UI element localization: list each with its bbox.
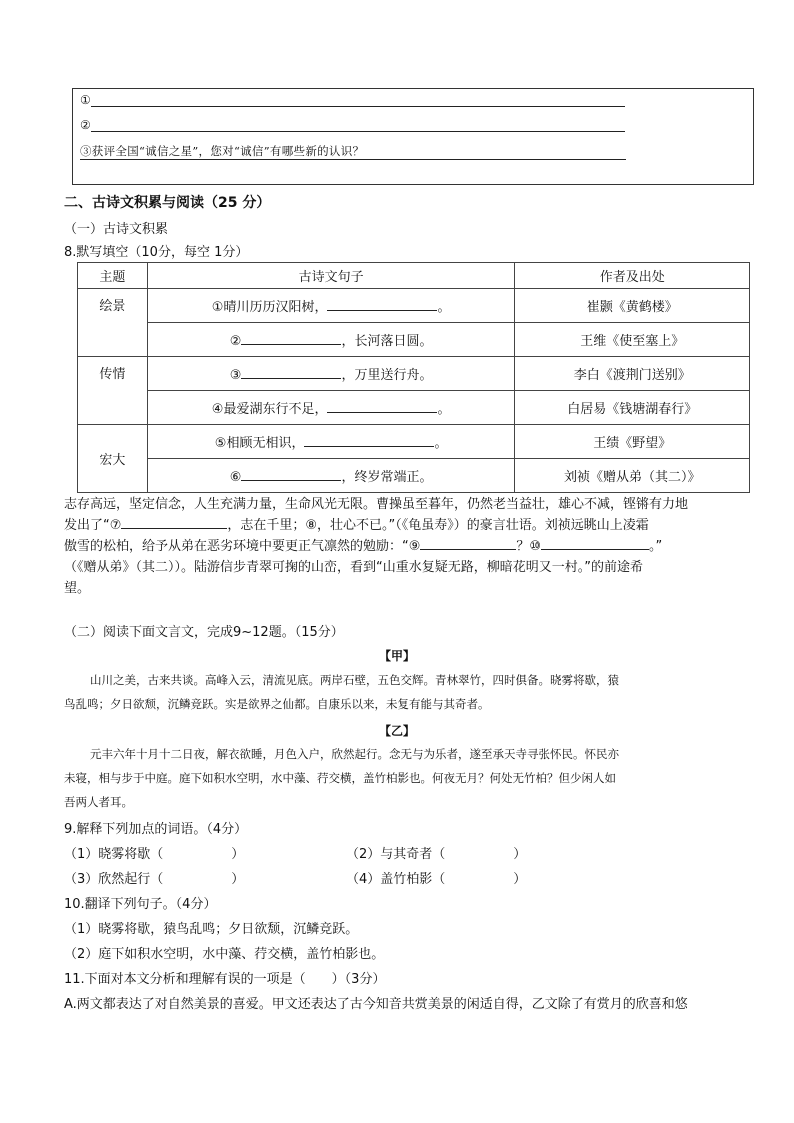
theme-cell: 宏大: [78, 425, 148, 493]
header-source: 作者及出处: [515, 263, 750, 289]
item-text: （2）与其奇者（: [346, 847, 446, 862]
sentence-text: ⑥: [229, 470, 242, 485]
item-text: （1）晓雾将歇（: [64, 847, 164, 862]
answer-line-1[interactable]: [80, 93, 625, 107]
fill-blank[interactable]: [241, 468, 341, 481]
sentence-cell: [147, 425, 515, 459]
fill-blank-9[interactable]: [420, 537, 516, 550]
question-8-title: 8.默写填空（10分，每空 1分）: [64, 245, 249, 260]
subsection-1-title: （一）古诗文积累: [64, 222, 169, 237]
sentence-cell: [147, 289, 515, 323]
sentence-cell: [147, 357, 515, 391]
answer-number: ①: [80, 93, 91, 107]
answer-blank[interactable]: [91, 119, 625, 132]
question-11-option-a[interactable]: A.两文都表达了对自然美景的喜爱。甲文还表达了古今知音共赏美景的闲适自得，乙文除了有赏月的欣喜和悠: [64, 997, 688, 1012]
sentence-text: ②: [229, 334, 242, 349]
item-text: （4）盖竹柏影（: [346, 872, 446, 887]
question-10-title: 10.翻译下列句子。（4分）: [64, 897, 217, 912]
paragraph-line: [64, 515, 736, 536]
answer-line-3[interactable]: [80, 143, 626, 160]
question-11-title: 11.下面对本文分析和理解有误的一项是（ ）（3分）: [64, 972, 386, 987]
paragraph-line: （《赠从弟》（其二））。陆游信步青翠可掬的山峦，看到“山重水复疑无路，柳暗花明又一村。”的前途希: [64, 560, 643, 575]
paragraph-line: 望。: [64, 581, 91, 596]
passage-jia-line: 山川之美，古来共谈。高峰入云，清流见底。两岸石壁，五色交辉。青林翠竹，四时俱备。晓雾将歇，猿: [90, 673, 619, 687]
passage-yi-label: 【乙】: [378, 724, 415, 738]
header-theme: 主题: [78, 263, 148, 289]
sentence-text: 。: [434, 436, 448, 451]
question-9-item: [346, 868, 526, 887]
item-text: ）: [231, 847, 245, 862]
paragraph-line: 志存高远，坚定信念，人生充满力量，生命风光无限。曹操虽至暮年，仍然老当益壮，雄心不减，铿锵有力地: [64, 497, 689, 512]
source-cell: 王绩《野望》: [515, 425, 750, 459]
fill-blank-10[interactable]: [541, 537, 649, 550]
poem-table: [77, 262, 750, 493]
sentence-cell: [147, 459, 515, 493]
question-9-title: 9.解释下列加点的词语。（4分）: [64, 822, 248, 837]
answer-number: ②: [80, 118, 91, 132]
source-cell: 崔颢《黄鹤楼》: [515, 289, 750, 323]
question-9-item: [64, 868, 244, 887]
answer-blank[interactable]: [91, 94, 625, 107]
source-cell: 白居易《钱塘湖春行》: [515, 391, 750, 425]
sentence-text: ③: [229, 368, 242, 383]
paragraph-text: 傲雪的松柏，给予从弟在恶劣环境中要更正气凛然的勉励：“⑨: [64, 539, 421, 554]
paragraph-text: ，志在千里；⑧，壮心不已。”（《龟虽寿》）的豪言壮语。刘祯远眺山上凌霜: [227, 518, 649, 533]
fill-blank[interactable]: [241, 332, 341, 345]
answer-line-2[interactable]: [80, 118, 625, 132]
subsection-2-title: （二）阅读下面文言文，完成9~12题。（15分）: [64, 625, 344, 640]
sentence-text: ⑤相顾无相识，: [214, 436, 305, 451]
sentence-cell: [147, 323, 515, 357]
question-9-item: [346, 843, 526, 862]
header-sentence: 古诗文句子: [147, 263, 515, 289]
sentence-text: ④最爱湖东行不足，: [211, 402, 328, 417]
passage-jia-line: 鸟乱鸣；夕日欲颓，沉鳞竞跃。实是欲界之仙都。自康乐以来，未复有能与其奇者。: [64, 697, 490, 711]
item-text: （3）欣然起行（: [64, 872, 164, 887]
sentence-text: ，长河落日圆。: [341, 334, 433, 349]
fill-blank[interactable]: [327, 400, 437, 413]
paragraph-text: 。”: [649, 539, 663, 554]
fill-paragraph: [64, 494, 736, 599]
sentence-text: 。: [437, 300, 451, 315]
item-text: ）: [231, 872, 245, 887]
passage-yi-line: 吾两人者耳。: [64, 795, 133, 809]
fill-blank-7[interactable]: [121, 516, 227, 529]
paragraph-text: 发出了“⑦: [64, 518, 122, 533]
fill-blank[interactable]: [241, 366, 341, 379]
source-cell: 刘祯《赠从弟（其二）》: [515, 459, 750, 493]
theme-cell: 传情: [78, 357, 148, 425]
theme-cell: 绘景: [78, 289, 148, 357]
passage-jia-label: 【甲】: [378, 649, 415, 663]
sentence-text: ，万里送行舟。: [341, 368, 433, 383]
section-2-title: 二、古诗文积累与阅读（25 分）: [64, 195, 271, 211]
paragraph-line: [64, 536, 736, 557]
passage-yi-line: 未寝，相与步于中庭。庭下如积水空明，水中藻、荇交横，盖竹柏影也。何夜无月？何处无竹柏？但少闲人如: [64, 771, 616, 785]
item-text: ）: [513, 847, 527, 862]
sentence-cell: [147, 391, 515, 425]
sentence-text: 。: [437, 402, 451, 417]
question-3-text: ③获评全国“诚信之星”，您对“诚信”有哪些新的认识？: [80, 143, 626, 160]
fill-blank[interactable]: [304, 434, 434, 447]
sentence-text: ①晴川历历汉阳树，: [211, 300, 328, 315]
source-cell: 李白《渡荆门送别》: [515, 357, 750, 391]
question-10-sentence: （2）庭下如积水空明，水中藻、荇交横，盖竹柏影也。: [64, 947, 385, 962]
sentence-text: ，终岁常端正。: [341, 470, 433, 485]
fill-blank[interactable]: [327, 298, 437, 311]
passage-yi-line: 元丰六年十月十二日夜，解衣欲睡，月色入户，欣然起行。念无与为乐者，遂至承天寺寻张怀民。怀民亦: [90, 747, 619, 761]
source-cell: 王维《使至塞上》: [515, 323, 750, 357]
question-10-sentence: （1）晓雾将歇，猿鸟乱鸣；夕日欲颓，沉鳞竞跃。: [64, 922, 359, 937]
question-9-item: [64, 843, 244, 862]
paragraph-text: ？⑩: [516, 539, 542, 554]
item-text: ）: [513, 872, 527, 887]
